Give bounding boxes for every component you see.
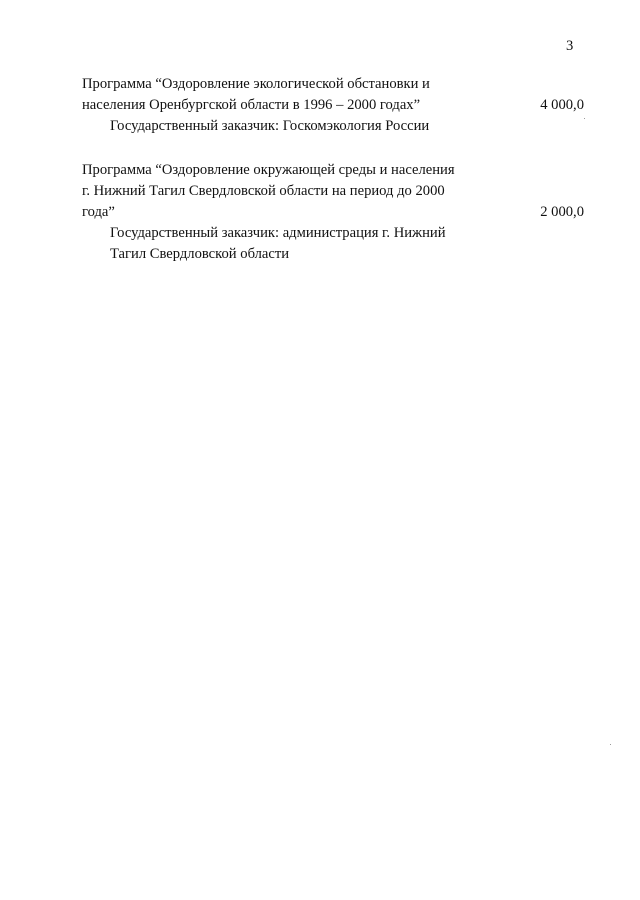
scan-speck <box>610 744 611 745</box>
program-title-line: Программа “Оздоровление окружающей среды и населения <box>82 162 455 178</box>
state-customer-line: Государственный заказчик: администрация г. Нижний <box>110 225 446 241</box>
program-amount: 4 000,0 <box>540 97 584 113</box>
program-entry-orenburg <box>82 74 584 137</box>
state-customer-line: Тагил Свердловской области <box>110 246 290 262</box>
program-title-line: Программа “Оздоровление экологической обстановки и <box>82 76 430 92</box>
program-amount: 2 000,0 <box>540 204 584 220</box>
state-customer-line: Государственный заказчик: Госкомэкология России <box>110 118 430 134</box>
program-title-line: г. Нижний Тагил Свердловской области на период до 2000 <box>82 183 445 199</box>
scan-speck <box>584 118 585 119</box>
program-title-line: года” <box>82 204 115 220</box>
page-number: 3 <box>566 38 574 54</box>
program-entry-nizhny-tagil <box>82 160 584 265</box>
program-title-line: населения Оренбургской области в 1996 – 2000 годах” <box>82 97 421 113</box>
